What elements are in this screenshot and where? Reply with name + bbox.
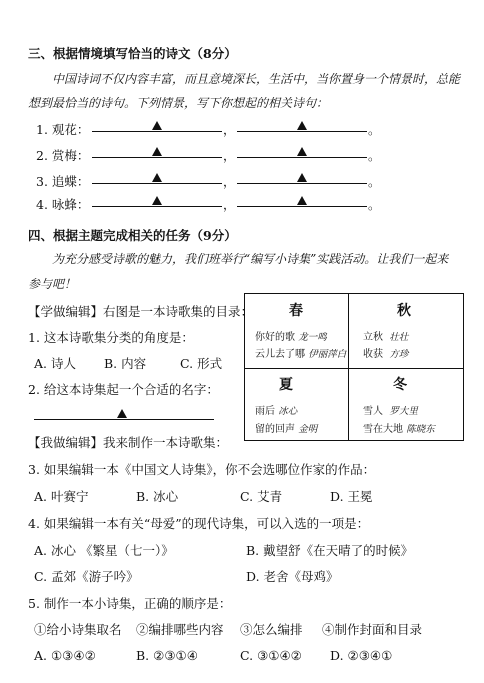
triangle-marker-icon xyxy=(152,173,162,182)
section3-intro-line1: 中国诗词不仅内容丰富，而且意境深长，生活中，当你置身一个情景时，总能 xyxy=(52,72,461,86)
toc-autumn-title: 秋 xyxy=(397,303,411,319)
item-label: 3. 追蝶： xyxy=(36,174,90,189)
q5-option-a[interactable]: A. ①③④② xyxy=(34,648,96,663)
triangle-marker-icon xyxy=(117,409,127,418)
q5-option-b[interactable]: B. ②③①④ xyxy=(136,648,198,663)
period: 。 xyxy=(368,148,381,163)
question-1: 1. 这本诗歌集分类的角度是： xyxy=(28,330,194,345)
triangle-marker-icon xyxy=(152,196,162,205)
toc-summer-title: 夏 xyxy=(279,377,293,393)
section4-intro-line2: 参与吧！ xyxy=(28,277,77,291)
study-edit-heading: 【学做编辑】右图是一本诗歌集的目录： xyxy=(28,304,254,319)
toc-winter-title: 冬 xyxy=(393,377,407,393)
triangle-marker-icon xyxy=(297,121,307,130)
toc-autumn-entry: 收获 方珍 xyxy=(363,349,409,360)
triangle-marker-icon xyxy=(297,147,307,156)
triangle-marker-icon xyxy=(152,121,162,130)
toc-summer-entry: 雨后 冰心 xyxy=(255,406,298,417)
answer-blank-1a[interactable] xyxy=(92,131,222,132)
answer-blank-2a[interactable] xyxy=(92,157,222,158)
period: 。 xyxy=(368,122,381,137)
q1-option-b[interactable]: B. 内容 xyxy=(104,356,147,371)
period: 。 xyxy=(368,197,381,212)
triangle-marker-icon xyxy=(152,147,162,156)
toc-winter-entry: 雪在大地 陈晓东 xyxy=(363,424,435,435)
question-2: 2. 给这本诗集起一个合适的名字： xyxy=(28,382,219,397)
item-label: 2. 赏梅： xyxy=(36,148,90,163)
grid-divider-vertical xyxy=(348,294,349,440)
item-label: 1. 观花： xyxy=(36,122,90,137)
comma: ， xyxy=(223,197,236,212)
triangle-marker-icon xyxy=(297,196,307,205)
toc-spring-entry: 云儿去了哪 伊丽萍白 xyxy=(255,349,347,360)
grid-divider-horizontal xyxy=(245,368,463,369)
answer-blank-4b[interactable] xyxy=(237,206,367,207)
question-5: 5. 制作一本小诗集，正确的顺序是： xyxy=(28,596,232,611)
comma: ， xyxy=(223,174,236,189)
question-4: 4. 如果编辑一本有关“母爱”的现代诗集，可以入选的一项是： xyxy=(28,516,370,531)
triangle-marker-icon xyxy=(297,173,307,182)
section3-intro-line2: 想到最恰当的诗句。下列情景，写下你想起的相关诗句： xyxy=(28,96,329,110)
poetry-toc-grid xyxy=(244,293,464,441)
item-label: 4. 咏蜂： xyxy=(36,197,90,212)
q5-step-4: ④制作封面和目录 xyxy=(322,622,423,637)
section4-title: 四、根据主题完成相关的任务（9分） xyxy=(28,228,237,243)
q3-option-b[interactable]: B. 冰心 xyxy=(136,489,179,504)
i-edit-heading: 【我做编辑】我来制作一本诗歌集： xyxy=(28,435,229,450)
q4-option-c[interactable]: C. 孟郊《游子吟》 xyxy=(34,569,139,584)
q4-option-a[interactable]: A. 冰心 《繁星（七一）》 xyxy=(34,543,174,558)
q1-option-a[interactable]: A. 诗人 xyxy=(34,356,76,371)
answer-blank-1b[interactable] xyxy=(237,131,367,132)
toc-autumn-entry: 立秋 壮壮 xyxy=(363,332,409,343)
toc-summer-entry: 留的回声 金明 xyxy=(255,424,318,435)
answer-blank-3b[interactable] xyxy=(237,183,367,184)
section3-title: 三、根据情境填写恰当的诗文（8分） xyxy=(28,46,237,61)
toc-winter-entry: 雪人 罗大里 xyxy=(363,406,418,417)
q1-option-c[interactable]: C. 形式 xyxy=(180,356,223,371)
q5-option-c[interactable]: C. ③①④② xyxy=(240,648,302,663)
comma: ， xyxy=(223,122,236,137)
section4-intro-line1: 为充分感受诗歌的魅力，我们班举行“编写小诗集”实践活动。让我们一起来 xyxy=(52,252,449,266)
q4-option-b[interactable]: B. 戴望舒《在天晴了的时候》 xyxy=(246,543,414,558)
q4-option-d[interactable]: D. 老舍《母鸡》 xyxy=(246,569,339,584)
toc-spring-entry: 你好的歌 龙一鸣 xyxy=(255,332,327,343)
period: 。 xyxy=(368,174,381,189)
question-3: 3. 如果编辑一本《中国文人诗集》，你不会选哪位作家的作品： xyxy=(28,462,376,477)
q5-option-d[interactable]: D. ②③④① xyxy=(330,648,393,663)
q5-step-3: ③怎么编排 xyxy=(240,622,303,637)
toc-spring-title: 春 xyxy=(289,303,303,319)
answer-blank-3a[interactable] xyxy=(92,183,222,184)
q3-option-d[interactable]: D. 王冕 xyxy=(330,489,373,504)
answer-blank-2b[interactable] xyxy=(237,157,367,158)
answer-blank-4a[interactable] xyxy=(92,206,222,207)
q3-option-c[interactable]: C. 艾青 xyxy=(240,489,283,504)
q5-step-1: ①给小诗集取名 xyxy=(34,622,122,637)
name-answer-blank[interactable] xyxy=(34,419,214,420)
comma: ， xyxy=(223,148,236,163)
q3-option-a[interactable]: A. 叶赛宁 xyxy=(34,489,89,504)
q5-step-2: ②编排哪些内容 xyxy=(136,622,224,637)
